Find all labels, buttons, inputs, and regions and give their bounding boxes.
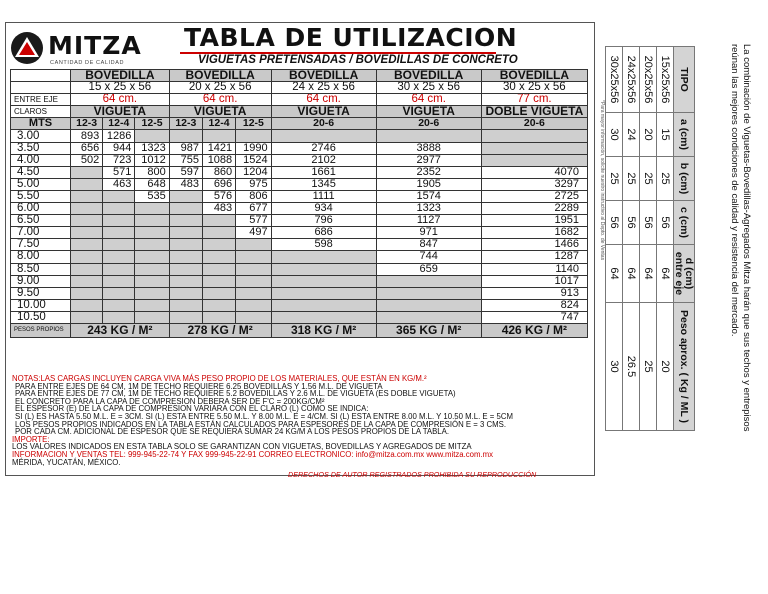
dims-row xyxy=(11,82,588,94)
vigueta-type: 12-5 xyxy=(236,118,271,130)
load-value xyxy=(202,299,235,311)
spec-value: 20 xyxy=(640,113,657,157)
vigueta-header: VIGUETA xyxy=(376,106,481,118)
load-value: 2725 xyxy=(481,190,587,202)
span-meters: 3.00 xyxy=(11,130,71,142)
load-value xyxy=(71,263,103,275)
page-subtitle: VIGUETAS PRETENSADAS / BOVEDILLAS DE CONCRETO xyxy=(198,54,518,66)
entre-eje-value: 64 cm. xyxy=(376,94,481,106)
load-value: 1287 xyxy=(481,251,587,263)
dims-label-cell xyxy=(11,82,71,94)
spec-table xyxy=(605,46,695,431)
importe-heading: IMPORTE: xyxy=(12,434,50,444)
load-value xyxy=(202,287,235,299)
copyright-notice: DERECHOS DE AUTOR REGISTRADOS PROHIBIDA SU REPRODUCCIÓN xyxy=(288,470,537,480)
load-value xyxy=(236,287,271,299)
triangle-logo-icon xyxy=(10,31,44,65)
table-row xyxy=(11,227,588,239)
load-value xyxy=(135,287,169,299)
load-value xyxy=(236,311,271,323)
entre-eje-value: 64 cm. xyxy=(71,94,170,106)
load-value: 1905 xyxy=(376,178,481,190)
load-value xyxy=(236,130,271,142)
bovedilla-dims: 30 x 25 x 56 xyxy=(481,82,587,94)
load-value xyxy=(71,239,103,251)
notes-block xyxy=(12,375,588,479)
load-value xyxy=(135,299,169,311)
spec-type: 24x25x56 xyxy=(623,47,640,113)
vigueta-header: VIGUETA xyxy=(71,106,170,118)
load-value xyxy=(71,203,103,215)
load-value: 576 xyxy=(202,190,235,202)
load-value xyxy=(376,311,481,323)
table-row xyxy=(11,142,588,154)
load-value: 696 xyxy=(202,178,235,190)
spec-header: d (cm) entre eje xyxy=(674,245,695,303)
table-row xyxy=(11,251,588,263)
table-row xyxy=(11,154,588,166)
load-value: 571 xyxy=(103,166,135,178)
load-value: 944 xyxy=(103,142,135,154)
spec-value: 25 xyxy=(606,157,623,201)
vigueta-type: 12-5 xyxy=(135,118,169,130)
vigueta-header-row xyxy=(11,106,588,118)
note-line: EL ESPESOR (E) DE LA CAPA DE COMPRESION VARIARA CON EL CLARO (L) COMO SE INDICA: xyxy=(15,404,369,414)
spec-type: 30x25x56 xyxy=(606,47,623,113)
load-value: 800 xyxy=(135,166,169,178)
load-value: 648 xyxy=(135,178,169,190)
load-value xyxy=(169,311,202,323)
load-value xyxy=(169,190,202,202)
load-value: 1951 xyxy=(481,215,587,227)
self-weight-value: 426 KG / M² xyxy=(481,323,587,337)
load-value: 502 xyxy=(71,154,103,166)
load-value: 2102 xyxy=(271,154,376,166)
load-value xyxy=(71,227,103,239)
vigueta-type: 12-3 xyxy=(71,118,103,130)
load-value xyxy=(202,215,235,227)
load-value xyxy=(103,287,135,299)
load-value xyxy=(236,239,271,251)
load-value xyxy=(236,251,271,263)
self-weight-value: 278 KG / M² xyxy=(169,323,271,337)
load-value xyxy=(71,251,103,263)
spec-value: 25 xyxy=(640,303,657,431)
spec-value: 25 xyxy=(640,157,657,201)
load-value: 1990 xyxy=(236,142,271,154)
load-value xyxy=(71,190,103,202)
bovedilla-dims: 24 x 25 x 56 xyxy=(271,82,376,94)
load-value: 659 xyxy=(376,263,481,275)
load-value: 847 xyxy=(376,239,481,251)
span-meters: 7.50 xyxy=(11,239,71,251)
vigueta-header: DOBLE VIGUETA xyxy=(481,106,587,118)
note-line: LOS PESOS PROPIOS INDICADOS EN LA TABLA ESTÁN CALCULADOS PARA ESPESORES DE LA CAPA DE COMPRESIÓN E = 3 CMS. xyxy=(15,419,506,429)
load-value: 934 xyxy=(271,203,376,215)
load-value: 806 xyxy=(236,190,271,202)
bovedilla-dims: 15 x 25 x 56 xyxy=(71,82,170,94)
load-value xyxy=(481,142,587,154)
entre-eje-value: 64 cm. xyxy=(169,94,271,106)
bovedilla-header: BOVEDILLA xyxy=(376,70,481,82)
entre-eje-value: 64 cm. xyxy=(271,94,376,106)
spec-value: 25 xyxy=(657,157,674,201)
notes-heading: NOTAS:LAS CARGAS INCLUYEN CARGA VIVA MÁS PESO PROPIO DE LOS MATERIALES, QUE ESTÁN EN KG/M.² xyxy=(12,374,427,383)
load-value: 1661 xyxy=(271,166,376,178)
spec-value: 25 xyxy=(623,157,640,201)
self-weight-value: 365 KG / M² xyxy=(376,323,481,337)
load-value: 1286 xyxy=(103,130,135,142)
table-row xyxy=(11,215,588,227)
load-value xyxy=(71,178,103,190)
bovedilla-header: BOVEDILLA xyxy=(169,70,271,82)
load-value: 1574 xyxy=(376,190,481,202)
load-value: 755 xyxy=(169,154,202,166)
vigueta-header: VIGUETA xyxy=(169,106,271,118)
load-value: 1421 xyxy=(202,142,235,154)
spec-row xyxy=(606,47,623,431)
load-value xyxy=(202,263,235,275)
load-value xyxy=(135,215,169,227)
spec-header: b (cm) xyxy=(674,157,695,201)
load-value xyxy=(103,239,135,251)
claros-label: CLAROS xyxy=(11,106,71,118)
load-value xyxy=(71,299,103,311)
bovedilla-header: BOVEDILLA xyxy=(71,70,170,82)
span-meters: 5.50 xyxy=(11,190,71,202)
load-value: 744 xyxy=(376,251,481,263)
load-value xyxy=(135,130,169,142)
spec-value: 24 xyxy=(623,113,640,157)
load-value xyxy=(169,299,202,311)
corner-cell xyxy=(11,70,71,82)
span-meters: 9.50 xyxy=(11,287,71,299)
entre-eje-label: ENTRE EJE xyxy=(11,94,71,106)
span-meters: 6.00 xyxy=(11,203,71,215)
table-row xyxy=(11,299,588,311)
span-meters: 9.00 xyxy=(11,275,71,287)
vigueta-type: 20-6 xyxy=(481,118,587,130)
spec-value: 56 xyxy=(606,201,623,245)
load-value: 463 xyxy=(103,178,135,190)
note-line: LOS VALORES INDICADOS EN ESTA TABLA SOLO SE GARANTIZAN CON VIGUETAS, BOVEDILLAS Y AGREGADOS DE MITZA xyxy=(12,442,472,452)
load-value xyxy=(169,287,202,299)
load-value: 2977 xyxy=(376,154,481,166)
load-value xyxy=(103,215,135,227)
spec-value: 64 xyxy=(640,245,657,303)
load-value xyxy=(169,263,202,275)
spec-value: 64 xyxy=(606,245,623,303)
spec-row xyxy=(657,47,674,431)
span-meters: 8.00 xyxy=(11,251,71,263)
spec-value: 56 xyxy=(657,201,674,245)
bovedilla-header: BOVEDILLA xyxy=(481,70,587,82)
load-value xyxy=(271,287,376,299)
spec-table-rotated xyxy=(608,46,695,430)
load-value xyxy=(169,130,202,142)
utilization-table xyxy=(10,69,588,338)
note-line: EL CONCRETO PARA LA CAPA DE COMPRESION DEBERA SER DE F'C = 200KG/CM² xyxy=(15,396,325,406)
load-value xyxy=(135,227,169,239)
load-value: 1088 xyxy=(202,154,235,166)
promo-text xyxy=(716,44,752,464)
mts-label: MTS xyxy=(11,118,71,130)
table-row xyxy=(11,190,588,202)
load-value xyxy=(202,227,235,239)
load-value xyxy=(103,203,135,215)
pesos-label: PESOS PROPIOS xyxy=(11,323,71,337)
load-value xyxy=(271,251,376,263)
load-value: 2352 xyxy=(376,166,481,178)
load-value xyxy=(169,227,202,239)
spec-header: c (cm) xyxy=(674,201,695,245)
load-value xyxy=(202,239,235,251)
span-meters: 5.00 xyxy=(11,178,71,190)
span-meters: 3.50 xyxy=(11,142,71,154)
brand-logo xyxy=(10,29,175,71)
self-weight-value: 243 KG / M² xyxy=(71,323,170,337)
load-value: 598 xyxy=(271,239,376,251)
load-value: 1204 xyxy=(236,166,271,178)
load-value: 535 xyxy=(135,190,169,202)
load-value: 913 xyxy=(481,287,587,299)
span-meters: 10.50 xyxy=(11,311,71,323)
table-row xyxy=(11,178,588,190)
span-meters: 4.50 xyxy=(11,166,71,178)
table-row xyxy=(11,203,588,215)
load-value: 677 xyxy=(236,203,271,215)
load-value xyxy=(169,215,202,227)
spec-header-row xyxy=(674,47,695,431)
load-value: 2289 xyxy=(481,203,587,215)
load-value: 987 xyxy=(169,142,202,154)
load-value: 975 xyxy=(236,178,271,190)
load-value xyxy=(103,263,135,275)
vigueta-type: 12-4 xyxy=(103,118,135,130)
load-value xyxy=(236,299,271,311)
load-value xyxy=(71,275,103,287)
load-value: 4070 xyxy=(481,166,587,178)
entre-eje-row xyxy=(11,94,588,106)
load-value xyxy=(236,275,271,287)
spec-value: 15 xyxy=(657,113,674,157)
load-value xyxy=(103,275,135,287)
load-value xyxy=(169,203,202,215)
load-value: 1466 xyxy=(481,239,587,251)
spec-header: Peso aprox. ( Kg / ML ) xyxy=(674,303,695,431)
load-value: 686 xyxy=(271,227,376,239)
load-value: 3888 xyxy=(376,142,481,154)
load-value xyxy=(135,251,169,263)
self-weight-value: 318 KG / M² xyxy=(271,323,376,337)
load-value xyxy=(103,311,135,323)
load-value xyxy=(271,275,376,287)
bovedilla-header-row xyxy=(11,70,588,82)
note-line: SI (L) ES HASTA 5.50 M.L. E = 3CM. SI (L) ESTA ENTRE 5.50 M.L. Y 8.00 M.L. E = 4/CM. SI (L) ESTA ENTRE 8.00 M.L. Y 10.50 M.L. E = 5CM xyxy=(15,411,513,421)
spec-value: 30 xyxy=(606,113,623,157)
load-value: 1127 xyxy=(376,215,481,227)
table-row xyxy=(11,166,588,178)
promo-line: reúnan las mejores condiciones de calidad y resistencia del mercado. xyxy=(729,44,741,337)
load-value: 747 xyxy=(481,311,587,323)
load-value: 1323 xyxy=(135,142,169,154)
pesos-row xyxy=(11,323,588,337)
page-title: TABLA DE UTILIZACION xyxy=(184,23,518,52)
load-value xyxy=(376,130,481,142)
vigueta-type: 12-3 xyxy=(169,118,202,130)
load-value: 483 xyxy=(202,203,235,215)
note-line: POR CADA CM. ADICIONAL DE ESPESOR QUE SE REQUIERA SUMAR 24 KG/M A LOS PESOS PROPIOS DE LA TABLA. xyxy=(15,427,450,437)
span-meters: 4.00 xyxy=(11,154,71,166)
utilization-sheet xyxy=(5,22,595,480)
load-value xyxy=(71,311,103,323)
spec-row xyxy=(623,47,640,431)
vigueta-type-row xyxy=(11,118,588,130)
note-line: PARA ENTRE EJES DE 77 CM, 1M DE TECHO REQUIERE 5.2 BOVEDILLAS Y 2.6 M.L. DE VIGUETA (ES DOBLE VIGUETA) xyxy=(15,389,456,399)
load-value: 796 xyxy=(271,215,376,227)
spec-footnote: *Para mayor información, solicite nuestro instructivo al Depto. de Ventas xyxy=(599,100,605,261)
load-value: 723 xyxy=(103,154,135,166)
spec-type: 20x25x56 xyxy=(640,47,657,113)
spec-value: 20 xyxy=(657,303,674,431)
load-value: 3297 xyxy=(481,178,587,190)
spec-value: 64 xyxy=(657,245,674,303)
span-meters: 10.00 xyxy=(11,299,71,311)
brand-tagline: CANTIDAD DE CALIDAD xyxy=(50,60,125,66)
load-value xyxy=(135,263,169,275)
load-value xyxy=(202,251,235,263)
table-row xyxy=(11,275,588,287)
span-meters: 7.00 xyxy=(11,227,71,239)
load-value xyxy=(202,311,235,323)
load-value: 1524 xyxy=(236,154,271,166)
spec-value: 26.5 xyxy=(623,303,640,431)
load-value xyxy=(71,287,103,299)
load-value xyxy=(169,275,202,287)
load-value xyxy=(169,239,202,251)
table-row xyxy=(11,130,588,142)
load-value xyxy=(103,190,135,202)
load-value: 1323 xyxy=(376,203,481,215)
load-value: 597 xyxy=(169,166,202,178)
load-value xyxy=(271,130,376,142)
load-value: 971 xyxy=(376,227,481,239)
spec-header: a (cm) xyxy=(674,113,695,157)
load-value xyxy=(481,130,587,142)
load-value xyxy=(103,299,135,311)
load-value: 1012 xyxy=(135,154,169,166)
table-row xyxy=(11,287,588,299)
spec-value: 56 xyxy=(623,201,640,245)
load-value xyxy=(135,239,169,251)
load-value xyxy=(271,299,376,311)
bovedilla-dims: 30 x 25 x 56 xyxy=(376,82,481,94)
load-value: 1345 xyxy=(271,178,376,190)
contact-line: INFORMACION Y VENTAS TEL: 999-945-22-74 Y FAX 999-945-22-91 CORREO ELECTRONICO: info@mitza.com.mx www.mitza.com.mx xyxy=(12,449,494,459)
span-meters: 8.50 xyxy=(11,263,71,275)
load-value xyxy=(135,311,169,323)
vigueta-type: 12-4 xyxy=(202,118,235,130)
load-value xyxy=(481,154,587,166)
load-value: 577 xyxy=(236,215,271,227)
table-row xyxy=(11,311,588,323)
promo-line: La combinación de Viguetas-Bovedillas-Agregados Mitza harán que sus techos y entrepisos xyxy=(741,44,752,432)
spec-row xyxy=(640,47,657,431)
bovedilla-dims: 20 x 25 x 56 xyxy=(169,82,271,94)
load-value xyxy=(376,299,481,311)
load-value: 497 xyxy=(236,227,271,239)
vigueta-type: 20-6 xyxy=(271,118,376,130)
load-value: 483 xyxy=(169,178,202,190)
table-row xyxy=(11,239,588,251)
vigueta-type: 20-6 xyxy=(376,118,481,130)
vigueta-header: VIGUETA xyxy=(271,106,376,118)
load-value xyxy=(236,263,271,275)
entre-eje-value: 77 cm. xyxy=(481,94,587,106)
load-value xyxy=(202,275,235,287)
load-value xyxy=(135,203,169,215)
spec-value: 56 xyxy=(640,201,657,245)
spec-header: TIPO xyxy=(674,47,695,113)
load-value: 824 xyxy=(481,299,587,311)
load-value xyxy=(271,311,376,323)
spec-value: 30 xyxy=(606,303,623,431)
load-value: 860 xyxy=(202,166,235,178)
load-value xyxy=(376,275,481,287)
spec-type: 15x25x56 xyxy=(657,47,674,113)
location-line: MÉRIDA, YUCATÁN, MÉXICO. xyxy=(12,457,121,467)
span-meters: 6.50 xyxy=(11,215,71,227)
note-line: PARA ENTRE EJES DE 64 CM, 1M DE TECHO REQUIERE 6.25 BOVEDILLAS Y 1.56 M.L. DE VIGUETA xyxy=(15,381,383,391)
load-value: 1682 xyxy=(481,227,587,239)
table-row xyxy=(11,263,588,275)
load-value xyxy=(71,215,103,227)
brand-name: MITZA xyxy=(48,31,142,60)
load-value xyxy=(103,227,135,239)
load-value xyxy=(71,166,103,178)
load-value: 656 xyxy=(71,142,103,154)
load-value: 1017 xyxy=(481,275,587,287)
load-value: 2746 xyxy=(271,142,376,154)
load-value xyxy=(169,251,202,263)
load-value: 893 xyxy=(71,130,103,142)
load-value xyxy=(135,275,169,287)
load-value xyxy=(271,263,376,275)
load-value: 1140 xyxy=(481,263,587,275)
spec-value: 64 xyxy=(623,245,640,303)
load-value: 1111 xyxy=(271,190,376,202)
load-value xyxy=(376,287,481,299)
load-value xyxy=(202,130,235,142)
bovedilla-header: BOVEDILLA xyxy=(271,70,376,82)
load-value xyxy=(103,251,135,263)
